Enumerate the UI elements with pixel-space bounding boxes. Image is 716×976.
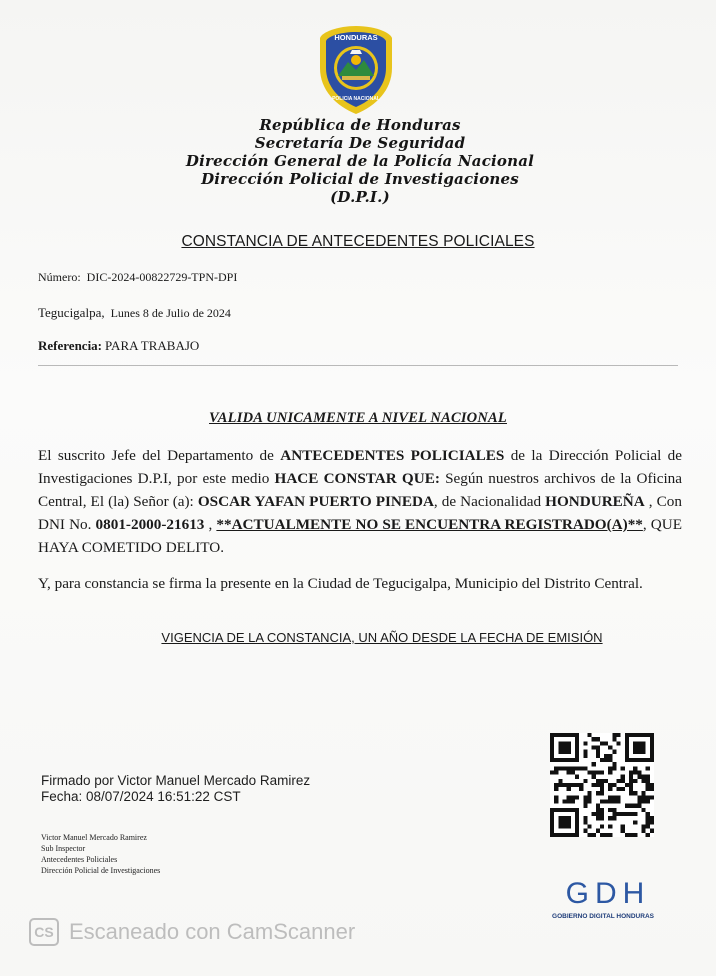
emblem-top-text: HONDURAS [334,33,378,42]
camscanner-icon: CS [29,918,59,946]
referencia-label: Referencia: [38,338,103,353]
issue-date: Lunes 8 de Julio de 2024 [110,306,231,320]
header-direccion-general: Dirección General de la Policía Nacional [185,152,535,170]
camscanner-watermark [29,918,355,946]
body-text-3: Según nuestros archivos de la Oficina Central, El (la) Señor (a): [38,470,683,510]
date-line [38,305,231,321]
referencia-line [38,338,199,354]
header-dpi: (D.P.I.) [330,188,390,206]
city: Tegucigalpa, [38,305,105,320]
record-status: **ACTUALMENTE NO SE ENCUENTRA REGISTRADO(A)** [216,516,643,533]
certificate-body [38,444,682,559]
digital-signature [41,773,310,805]
body-text-6: , [204,516,217,533]
signer-name: Victor Manuel Mercado Ramirez [41,833,147,842]
watermark-text: Escaneado con CamScanner [69,919,356,944]
numero-line [38,270,237,285]
body-text-2: de la Dirección Policial de Investigaciones D.P.I, por este medio [38,447,683,487]
gdh-subtitle: GOBIERNO DIGITAL HONDURAS [552,913,654,920]
signer-rank: Sub Inspector [41,844,86,853]
document-title: CONSTANCIA DE ANTECEDENTES POLICIALES [181,233,535,250]
nationality: HONDUREÑA [545,493,645,510]
person-name: OSCAR YAFAN PUERTO PINEDA [197,493,434,510]
body-text-4: , de Nacionalidad [433,493,546,510]
qr-code-icon[interactable] [550,733,654,837]
signature-date: Fecha: 08/07/2024 16:51:22 CST [41,789,241,804]
gdh-logo-text: GDH [565,877,651,910]
numero-label: Número: [38,270,81,284]
body-text-5: , Con DNI No. [38,493,682,533]
closing-paragraph: Y, para constancia se firma la presente en la Ciudad de Tegucigalpa, Municipio del Distrito Central. [38,575,643,592]
referencia-value: PARA TRABAJO [105,338,200,353]
divider [38,365,678,366]
signer-block [41,832,160,876]
signer-division: Dirección Policial de Investigaciones [41,866,161,875]
signed-by: Firmado por Victor Manuel Mercado Ramirez [41,773,311,788]
body-hace-constar: HACE CONSTAR QUE: [274,470,440,487]
valida-notice: VALIDA UNICAMENTE A NIVEL NACIONAL [209,410,507,426]
emblem-bottom-text: POLICIA NACIONAL [332,96,380,102]
vigencia-notice: VIGENCIA DE LA CONSTANCIA, UN AÑO DESDE LA FECHA DE EMISIÓN [161,630,603,645]
body-text-7: , QUE HAYA COMETIDO DELITO. [38,516,682,556]
header-republica: República de Honduras [259,116,461,134]
gdh-logo [552,877,665,920]
dni-number: 0801-2000-21613 [95,516,205,533]
body-dept: ANTECEDENTES POLICIALES [280,447,505,464]
header-direccion-policial: Dirección Policial de Investigaciones [201,170,519,188]
signer-dept: Antecedentes Policiales [41,855,118,864]
numero-value: DIC-2024-00822729-TPN-DPI [86,270,238,284]
header-secretaria: Secretaría De Seguridad [254,134,466,152]
body-text-1: El suscrito Jefe del Departamento de [38,447,281,464]
